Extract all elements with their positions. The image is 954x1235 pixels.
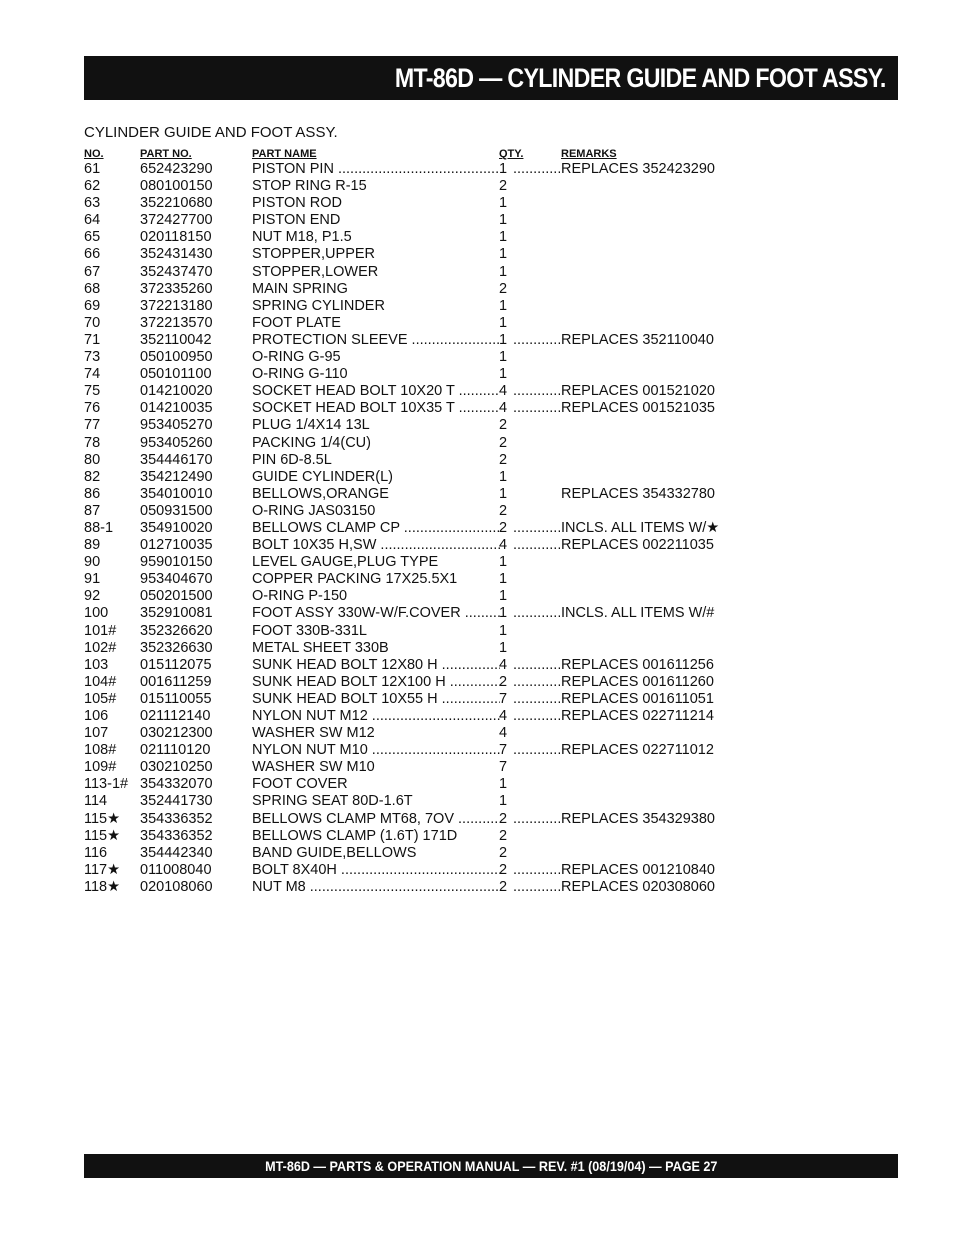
- cell-no: 117★: [84, 861, 121, 878]
- cell-part-no: 354336352: [140, 827, 213, 844]
- cell-part-name: BELLOWS,ORANGE: [252, 485, 389, 502]
- cell-no: 61: [84, 161, 101, 177]
- cell-qty: 1: [499, 639, 508, 656]
- cell-part-no: 030212300: [140, 725, 213, 742]
- cell-qty: 1: [499, 297, 508, 314]
- cell-no: 80: [84, 451, 101, 468]
- cell-no: 87: [84, 502, 101, 519]
- cell-part-no: 953405270: [140, 417, 213, 434]
- page-header: [84, 56, 898, 100]
- cell-remarks: INCLS. ALL ITEMS W/★: [561, 519, 720, 536]
- table-row: [84, 793, 724, 810]
- table-row: [84, 657, 724, 674]
- table-row: [84, 264, 724, 281]
- remarks-leader: [513, 605, 560, 622]
- remarks-leader: [513, 674, 560, 691]
- table-row: [84, 298, 724, 315]
- remarks-leader: [513, 657, 560, 674]
- column-header-no: NO.: [84, 148, 104, 160]
- section-title: CYLINDER GUIDE AND FOOT ASSY.: [84, 124, 338, 141]
- cell-qty: 4: [499, 725, 508, 742]
- remarks-leader: [513, 161, 560, 178]
- cell-qty: 1: [499, 571, 508, 588]
- cell-part-no: 352910081: [140, 605, 213, 622]
- cell-qty: 1: [499, 554, 508, 571]
- cell-part-name: BOLT 8X40H .....: [252, 862, 500, 879]
- cell-no: 64: [84, 212, 101, 229]
- cell-no: 86: [84, 485, 101, 502]
- cell-qty: 1: [499, 468, 508, 485]
- cell-qty: 1: [499, 349, 508, 366]
- table-row: [84, 605, 724, 622]
- cell-no: 75: [84, 383, 101, 400]
- cell-no: 82: [84, 468, 101, 485]
- cell-part-no: 352326630: [140, 639, 213, 656]
- cell-no: 107: [84, 725, 109, 742]
- cell-part-no: 352326620: [140, 622, 213, 639]
- cell-part-no: 352437470: [140, 263, 213, 280]
- cell-no: 90: [84, 554, 101, 571]
- cell-qty: 2: [499, 178, 508, 195]
- cell-no: 73: [84, 349, 101, 366]
- cell-no: 67: [84, 263, 101, 280]
- table-row: [84, 417, 724, 434]
- cell-remarks: INCLS. ALL ITEMS W/#: [561, 605, 715, 622]
- cell-no: 113-1#: [84, 776, 129, 793]
- cell-qty: 4: [499, 708, 508, 724]
- cell-part-no: 352441730: [140, 793, 213, 810]
- cell-qty: 4: [499, 537, 508, 554]
- cell-qty: 2: [499, 810, 508, 827]
- cell-part-name: BELLOWS CLAMP (1.6T) 171D: [252, 827, 458, 844]
- table-row: [84, 742, 724, 759]
- remarks-leader: [513, 862, 560, 879]
- remarks-leader: [513, 708, 560, 725]
- cell-part-name: SUNK HEAD BOLT 12X80 H .....: [252, 657, 500, 674]
- cell-part-name: PISTON PIN .....: [252, 161, 500, 178]
- cell-part-name: O-RING G-95: [252, 349, 341, 366]
- cell-qty: 7: [499, 742, 508, 759]
- cell-qty: 1: [499, 212, 508, 229]
- cell-part-no: 352431430: [140, 246, 213, 263]
- table-row: [84, 571, 724, 588]
- cell-no: 62: [84, 178, 101, 195]
- cell-part-name: LEVEL GAUGE,PLUG TYPE: [252, 554, 439, 571]
- cell-part-name: SUNK HEAD BOLT 10X55 H .....: [252, 691, 500, 708]
- cell-no: 63: [84, 195, 101, 212]
- cell-part-no: 354336352: [140, 810, 213, 827]
- cell-no: 92: [84, 588, 101, 605]
- cell-no: 114: [84, 793, 108, 810]
- cell-qty: 2: [499, 502, 508, 519]
- cell-qty: 2: [499, 451, 508, 468]
- cell-part-name: SPRING CYLINDER: [252, 297, 385, 314]
- cell-part-name: STOPPER,LOWER: [252, 263, 379, 280]
- cell-no: 102#: [84, 639, 117, 656]
- cell-qty: 1: [499, 366, 508, 383]
- table-row: [84, 212, 724, 229]
- cell-part-name: PISTON ROD: [252, 195, 342, 212]
- table-row: [84, 281, 724, 298]
- cell-remarks: REPLACES 001611256: [561, 656, 714, 673]
- table-row: [84, 862, 724, 879]
- remarks-leader: [513, 879, 560, 896]
- cell-no: 71: [84, 331, 101, 348]
- table-row: [84, 400, 724, 417]
- cell-remarks: REPLACES 354332780: [561, 485, 715, 502]
- cell-no: 88-1: [84, 519, 114, 536]
- remarks-leader: [513, 383, 560, 400]
- cell-no: 66: [84, 246, 101, 263]
- cell-no: 116: [84, 844, 108, 861]
- cell-part-no: 352110042: [140, 331, 212, 348]
- table-row: [84, 178, 724, 195]
- table-row: [84, 879, 724, 896]
- table-row: [84, 229, 724, 246]
- table-row: [84, 469, 724, 486]
- table-row: [84, 554, 724, 571]
- cell-part-name: FOOT PLATE: [252, 314, 341, 331]
- cell-part-name: FOOT ASSY 330W-W/F.COVER .....: [252, 605, 500, 622]
- cell-part-no: 014210020: [140, 383, 213, 400]
- cell-no: 100: [84, 605, 109, 622]
- table-row: [84, 366, 724, 383]
- cell-part-name: NYLON NUT M12 .....: [252, 708, 500, 725]
- table-row: [84, 691, 724, 708]
- cell-part-name: WASHER SW M12: [252, 725, 375, 742]
- remarks-leader: [513, 691, 560, 708]
- cell-qty: 1: [499, 485, 508, 502]
- table-row: [84, 349, 724, 366]
- cell-no: 69: [84, 297, 101, 314]
- cell-no: 68: [84, 280, 101, 297]
- cell-no: 109#: [84, 759, 117, 776]
- cell-part-no: 354442340: [140, 844, 213, 861]
- cell-no: 106: [84, 708, 109, 724]
- cell-part-no: 959010150: [140, 554, 213, 571]
- remarks-leader: [513, 742, 560, 759]
- cell-part-name: PISTON END: [252, 212, 341, 229]
- table-row: [84, 708, 724, 725]
- cell-part-no: 080100150: [140, 178, 213, 195]
- cell-part-name: O-RING G-110: [252, 366, 348, 383]
- cell-part-no: 012710035: [140, 537, 213, 554]
- cell-part-no: 015112075: [140, 656, 212, 673]
- cell-part-no: 953404670: [140, 571, 213, 588]
- cell-part-name: GUIDE CYLINDER(L): [252, 468, 393, 485]
- cell-part-name: SOCKET HEAD BOLT 10X35 T .....: [252, 400, 500, 417]
- table-row: [84, 332, 724, 349]
- cell-part-name: COPPER PACKING 17X25.5X1: [252, 571, 458, 588]
- cell-qty: 2: [499, 417, 508, 434]
- cell-qty: 2: [499, 673, 508, 690]
- cell-qty: 4: [499, 656, 508, 673]
- cell-no: 76: [84, 400, 101, 417]
- cell-part-no: 020108060: [140, 878, 213, 895]
- cell-part-name: STOPPER,UPPER: [252, 246, 376, 263]
- cell-remarks: REPLACES 020308060: [561, 878, 715, 895]
- cell-part-no: 372427700: [140, 212, 213, 229]
- cell-no: 70: [84, 314, 101, 331]
- cell-part-name: PROTECTION SLEEVE .....: [252, 332, 500, 349]
- remarks-leader: [513, 400, 560, 417]
- table-row: [84, 383, 724, 400]
- cell-no: 91: [84, 571, 101, 588]
- cell-part-no: 021110120: [140, 742, 211, 759]
- table-row: [84, 537, 724, 554]
- remarks-leader: [513, 811, 560, 828]
- cell-part-name: NYLON NUT M10 .....: [252, 742, 500, 759]
- cell-qty: 1: [499, 195, 508, 212]
- cell-part-no: 354212490: [140, 468, 213, 485]
- cell-qty: 1: [499, 263, 508, 280]
- table-row: [84, 640, 724, 657]
- cell-part-no: 354332070: [140, 776, 213, 793]
- cell-part-name: FOOT COVER: [252, 776, 348, 793]
- cell-part-name: PLUG 1/4X14 13L: [252, 417, 370, 434]
- cell-part-name: SPRING SEAT 80D-1.6T: [252, 793, 413, 810]
- cell-no: 118★: [84, 878, 121, 895]
- table-row: [84, 195, 724, 212]
- table-row: [84, 725, 724, 742]
- cell-part-name: NUT M8 .....: [252, 879, 500, 896]
- table-row: [84, 503, 724, 520]
- table-row: [84, 811, 724, 828]
- table-row: [84, 246, 724, 263]
- cell-part-name: METAL SHEET 330B: [252, 639, 389, 656]
- cell-no: 89: [84, 537, 101, 554]
- cell-part-no: 050201500: [140, 588, 213, 605]
- cell-qty: 7: [499, 759, 508, 776]
- cell-qty: 7: [499, 690, 508, 707]
- cell-qty: 1: [499, 161, 508, 177]
- cell-no: 115★: [84, 827, 121, 844]
- cell-remarks: REPLACES 022711012: [561, 742, 714, 759]
- table-row: [84, 759, 724, 776]
- cell-qty: 2: [499, 827, 508, 844]
- cell-remarks: REPLACES 001611051: [561, 690, 714, 707]
- cell-qty: 1: [499, 246, 508, 263]
- cell-part-no: 652423290: [140, 161, 213, 177]
- cell-remarks: REPLACES 352110040: [561, 331, 714, 348]
- remarks-leader: [513, 520, 560, 537]
- cell-qty: 4: [499, 400, 508, 417]
- cell-part-no: 021112140: [140, 708, 211, 724]
- cell-qty: 1: [499, 588, 508, 605]
- cell-part-no: 050100950: [140, 349, 213, 366]
- page-title: MT-86D — CYLINDER GUIDE AND FOOT ASSY.: [395, 62, 886, 93]
- cell-part-no: 011008040: [140, 861, 212, 878]
- cell-part-no: 014210035: [140, 400, 213, 417]
- cell-qty: 2: [499, 878, 508, 895]
- cell-remarks: REPLACES 001210840: [561, 861, 715, 878]
- cell-no: 77: [84, 417, 101, 434]
- cell-part-name: NUT M18, P1.5: [252, 229, 352, 246]
- table-row: [84, 520, 724, 537]
- cell-part-name: O-RING P-150: [252, 588, 348, 605]
- cell-qty: 2: [499, 519, 508, 536]
- cell-part-name: PIN 6D-8.5L: [252, 451, 332, 468]
- cell-part-no: 372213570: [140, 314, 213, 331]
- cell-no: 74: [84, 366, 101, 383]
- cell-part-no: 372213180: [140, 297, 213, 314]
- cell-part-name: FOOT 330B-331L: [252, 622, 367, 639]
- column-header-part-no: PART NO.: [140, 148, 192, 160]
- cell-part-name: BELLOWS CLAMP MT68, 7OV .....: [252, 811, 500, 828]
- cell-qty: 1: [499, 622, 508, 639]
- cell-no: 115★: [84, 810, 121, 827]
- cell-no: 103: [84, 656, 109, 673]
- cell-no: 78: [84, 434, 101, 451]
- cell-no: 105#: [84, 690, 117, 707]
- cell-part-no: 354010010: [140, 485, 213, 502]
- cell-remarks: REPLACES 001521020: [561, 383, 715, 400]
- cell-no: 104#: [84, 673, 117, 690]
- table-row: [84, 623, 724, 640]
- cell-remarks: REPLACES 001611260: [561, 673, 714, 690]
- cell-part-name: PACKING 1/4(CU): [252, 434, 371, 451]
- footer-text: MT-86D — PARTS & OPERATION MANUAL — REV. #1 (08/19/04) — PAGE 27: [264, 1158, 718, 1174]
- parts-table: [84, 147, 724, 896]
- cell-part-no: 354446170: [140, 451, 213, 468]
- cell-part-name: WASHER SW M10: [252, 759, 375, 776]
- cell-part-no: 372335260: [140, 280, 213, 297]
- cell-part-name: BELLOWS CLAMP CP .....: [252, 520, 500, 537]
- cell-part-name: SOCKET HEAD BOLT 10X20 T .....: [252, 383, 500, 400]
- cell-remarks: REPLACES 352423290: [561, 161, 715, 177]
- cell-part-name: STOP RING R-15: [252, 178, 367, 195]
- cell-no: 101#: [84, 622, 117, 639]
- cell-qty: 1: [499, 605, 508, 622]
- remarks-leader: [513, 537, 560, 554]
- column-header-part-name: PART NAME: [252, 148, 317, 160]
- cell-qty: 2: [499, 861, 508, 878]
- cell-part-no: 050101100: [140, 366, 212, 383]
- page-footer: [84, 1154, 898, 1178]
- cell-qty: 1: [499, 331, 508, 348]
- cell-qty: 4: [499, 383, 508, 400]
- table-row: [84, 486, 724, 503]
- cell-qty: 1: [499, 314, 508, 331]
- table-row: [84, 452, 724, 469]
- cell-qty: 1: [499, 776, 508, 793]
- cell-remarks: REPLACES 001521035: [561, 400, 715, 417]
- table-row: [84, 435, 724, 452]
- cell-part-no: 030210250: [140, 759, 213, 776]
- cell-part-no: 953405260: [140, 434, 213, 451]
- cell-remarks: REPLACES 002211035: [561, 537, 714, 554]
- cell-part-name: SUNK HEAD BOLT 12X100 H .....: [252, 674, 500, 691]
- table-row: [84, 674, 724, 691]
- table-row: [84, 588, 724, 605]
- cell-remarks: REPLACES 354329380: [561, 810, 715, 827]
- table-header: [84, 147, 724, 161]
- cell-no: 65: [84, 229, 101, 246]
- cell-qty: 2: [499, 844, 508, 861]
- cell-remarks: REPLACES 022711214: [561, 708, 714, 724]
- cell-part-no: 050931500: [140, 502, 213, 519]
- cell-part-name: BOLT 10X35 H,SW .....: [252, 537, 500, 554]
- table-row: [84, 161, 724, 178]
- remarks-leader: [513, 332, 560, 349]
- column-header-qty: QTY.: [499, 148, 524, 160]
- cell-part-name: BAND GUIDE,BELLOWS: [252, 844, 417, 861]
- cell-qty: 2: [499, 280, 508, 297]
- cell-qty: 2: [499, 434, 508, 451]
- cell-part-name: O-RING JAS03150: [252, 502, 376, 519]
- cell-part-no: 020118150: [140, 229, 212, 246]
- cell-part-no: 001611259: [140, 673, 212, 690]
- cell-part-no: 352210680: [140, 195, 213, 212]
- table-row: [84, 315, 724, 332]
- column-header-remarks: REMARKS: [561, 148, 617, 160]
- table-row: [84, 828, 724, 845]
- cell-part-no: 015110055: [140, 690, 212, 707]
- table-row: [84, 776, 724, 793]
- cell-part-no: 354910020: [140, 519, 213, 536]
- cell-qty: 1: [499, 229, 508, 246]
- cell-no: 108#: [84, 742, 117, 759]
- cell-part-name: MAIN SPRING: [252, 280, 348, 297]
- table-row: [84, 845, 724, 862]
- cell-qty: 1: [499, 793, 508, 810]
